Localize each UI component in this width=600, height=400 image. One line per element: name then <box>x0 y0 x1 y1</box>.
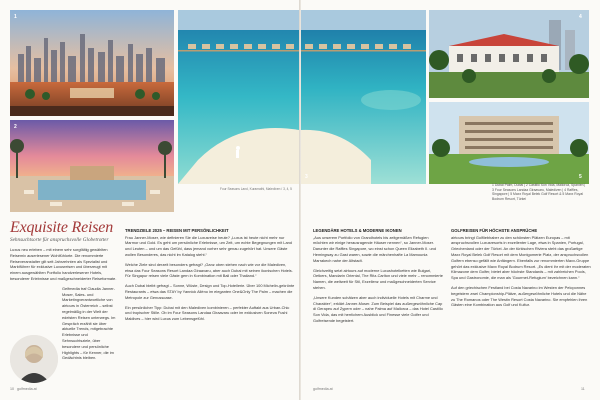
photo-pool-terrace <box>10 120 174 212</box>
photo-dubai-skyline <box>10 10 174 116</box>
paragraph: Gleichzeitig setzt airtours auf moderne Luxushotelketten wie Bulgari, Oetkers, Mandarin Oriental, The Ritz-Carlton und viele mehr – renommierte Namen, die weltweit für Stil, Exzellenz und maßgeschneiderten Service stehen. <box>313 267 443 290</box>
footer-right <box>313 387 333 391</box>
photo-number: 3 <box>305 174 308 180</box>
photo-number: 5 <box>579 174 582 180</box>
article-column-2 <box>125 228 295 326</box>
intro-paragraph: Luxus neu erleben – mit einem sehr sorgfältig gewählten Reisemix auserlesener Wohlfühlorte. Die renommierte Reiseveranstalter gilt seit Jahrzehnten als Spezialist und Marktführer für exklusive Luxusreisen und überzeugt mit einem ausgewählten Portfolio handverlesener Hotels, besonderer Erlebnisse und maßgeschneiderter Reiseformate. <box>10 247 117 281</box>
section-heading: TRENDZIELE 2025 – REISEN MIT PERSÖNLICHKEIT <box>125 228 229 233</box>
photo-number: 2 <box>14 124 17 130</box>
left-page <box>0 0 299 400</box>
site-name: golfmedia.at <box>17 387 37 391</box>
paragraph: Auch Dubai bleibt gefragt – Sonne, Wüste, Design und Top-Hotellerie. Über 100 Michelin-gekrönte Restaurants – etwa das STAY by Yannick Alléno im eleganten One&Only The Palm – machen die Metropole zur Genussoase. <box>125 283 295 300</box>
article-column-3 <box>313 228 443 328</box>
paragraph: Welche Ziele sind derzeit besonders gefragt? „Ganz oben stehen nach wie vor die Malediven, etwa das Four Seasons Resort Landaa Giraavaru, aber auch Dubai mit seinen ikonischen Hotels. Für Singapur reisen viele Gäste gern in Kombination mit Bali oder Thailand.“ <box>125 261 293 279</box>
section-heading: LEGENDÄRE HOTELS & MODERNE IKONEN <box>313 228 402 233</box>
paragraph: Auf den griechischen Festland bei Costa Navarino im Westen der Peloponnes begeistern zwei Championship-Plätze, außergewöhnliche Hotels und die Nähe zu The Romanos oder The Westin Resort Costa Navarino. Sie empfehlen ihren Gästen eine Kombination aus Golf und Kultur. <box>451 284 588 308</box>
paragraph: „Unsere Kunden schätzen aber auch individuelle Hotels mit Charme und Charakter“, erklärt Janner-Moser. Zum Beispiel das außergewöhnliche Cap di Gerapeu auf Zypern oder – nahe Palma auf Mallorca – das Hotel Castillo Son Vida, das mit herrlichem Ausblick und Finesse viele Golfer und Golfreisende begeistert. <box>313 294 443 323</box>
paragraph: airtours bringt Golfliebhaber zu den schönsten Plätzen Europas – mit anspruchsvollen Luxusresorts in exzellenter Lage, etwa in Spanien, Portugal, Griechenland oder der Türkei. An der türkischen Riviera steht das großartige Maxx Royal Belek Golf Resort mit dem Montgomerie Platz, der anspruchsvollen Golfern ebenso gefällt wie Anfängern. Ebenfalls zur renommierten Maxx-Gruppe gehört das exklusive Maxx Royal Bodrum Resort. „Es dient ihr mit der moderaten Klimazone dem Golfer, bietet aber höchste Standards – mit zahlreichen Pools, Spa und Gastronomie, die man als 'Gourmet-Refugium' bezeichnen kann.“ <box>451 234 591 281</box>
footer-right-number <box>581 387 585 391</box>
article-subtitle: Sehnsuchtsorte für anspruchsvolle Globetrotter <box>10 237 109 243</box>
right-page <box>301 0 600 400</box>
photo-number: 1 <box>14 14 17 20</box>
portrait-photo <box>10 335 58 383</box>
article-column-4 <box>451 228 591 312</box>
photo-singapore-hotel <box>429 10 589 98</box>
footer-left <box>10 387 37 391</box>
section-heading: GOLFREISEN FÜR HÖCHSTE ANSPRÜCHE <box>451 228 538 233</box>
photo-captions: 1 Dubai Palm, Dubai | 2 Castillo Son Vida, Mallorca, Spanien | 3 Four Seasons Landaa Giraavaru, Malediven | 4 Raffles, Singapore | 5 Maxx Royal Belek Golf Resort & 5 Maxx Royal Bodrum Resort, Türkei <box>492 183 586 201</box>
site-name: golfmedia.at <box>313 387 333 391</box>
page-number: 10 <box>10 387 14 391</box>
photo-turkey-golf-resort <box>429 102 589 184</box>
photo-maldives-overwater-right <box>301 10 426 184</box>
paragraph: Ein persönlicher Tipp: Dubai mit den Malediven kombinieren – perfekter Auftakt aus Urban-Chic und tropischer Stille. Ob im Four Seasons Landaa Giraavaru oder im exklusiven Soneva Fushi Maldives – hier wird Luxus zum Lebensgefühl. <box>125 304 290 322</box>
paragraph: „Aus unserem Portfolio von Grandhotels bis zeitgemäßen Refugien möchten wir einige herausragende Häuser nennen“, so Janner-Moser. Darunter die Raffles Singapore, wo einst schon Queen Elizabeth II. und Hemingway zu Gast waren, sowie die märchenhafte La Mamounia Marrakech nahe der Altstadt. <box>313 234 436 263</box>
photo-credit: Four Seasons Land, Kuramathi, Malediven / 3, 4, 5 <box>220 187 292 191</box>
page-number: 11 <box>581 387 585 391</box>
interview-intro: Gelfmedia traf Claudia Janner-Moser, Sales- und Marketingverantwortliche von airtours in Österreich – selbst regelmäßig in der Welt der edelsten Reisen unterwegs. Im Gespräch erzählt sie über aktuelle Trends, mitgebrachte Erlebnisse und Sehnsuchtsziele, über besondere und persönliche Highlights – für Kenner, die im Gedächtnis bleiben. <box>62 285 116 361</box>
photo-maldives-overwater <box>178 10 299 184</box>
article-title: Exquisite Reisen <box>10 219 113 236</box>
photo-number: 4 <box>579 14 582 20</box>
paragraph: Frau Janner-Moser, wie definieren Sie die Luxusreise heute? „Luxus ist heute nicht mehr nur Marmor und Gold. Es geht um persönliche Erlebnisse, um Zeit, um echte Begegnungen mit Land und Leuten – und um das Gefühl, dass jemand vorher sehr genau zugehört hat. Unsere Gäste wollen Besonderes, das nicht im Katalog steht.“ <box>125 234 292 257</box>
